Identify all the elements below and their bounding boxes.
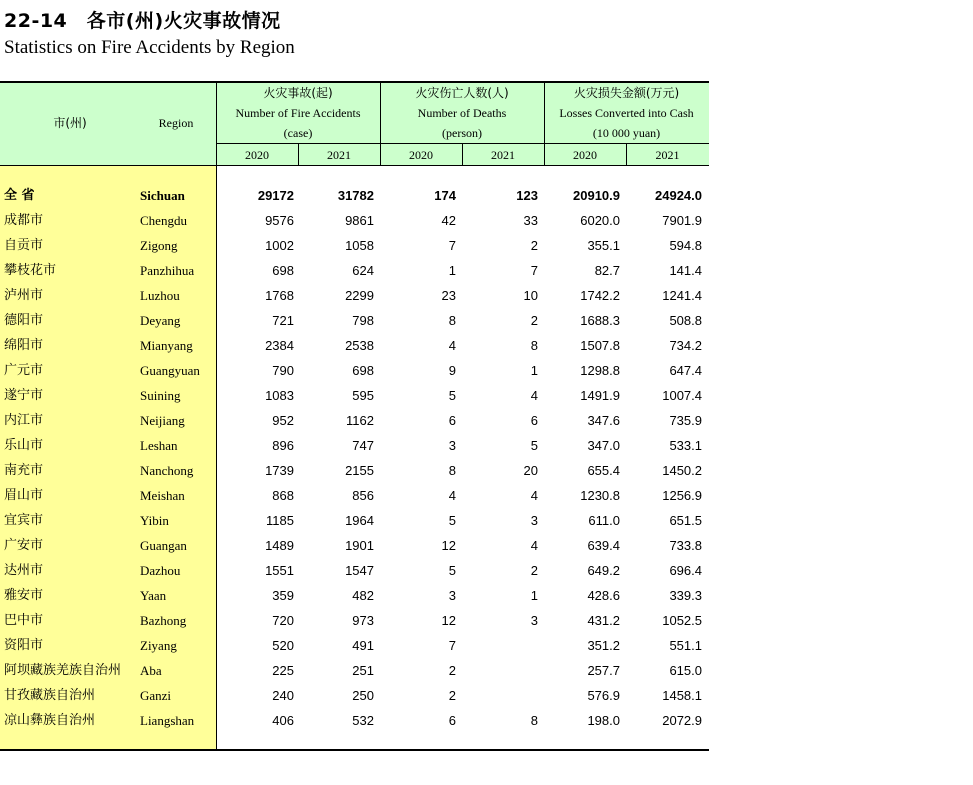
cell-deaths-2021: 6	[530, 413, 538, 428]
table-row	[0, 458, 709, 483]
cell-losses-2020: 431.2	[587, 613, 620, 628]
region-name-cn: 攀枝花市	[4, 263, 57, 278]
cell-deaths-2020: 8	[448, 313, 456, 328]
table-row	[0, 358, 709, 383]
cell-accidents-2020: 29172	[257, 188, 294, 203]
cell-deaths-2020: 42	[441, 213, 456, 228]
cell-deaths-2020: 4	[448, 488, 456, 503]
cell-accidents-2021: 624	[352, 263, 374, 278]
cell-accidents-2021: 9861	[345, 213, 374, 228]
region-name-cn: 内江市	[4, 413, 44, 428]
cell-losses-2021: 735.9	[669, 413, 702, 428]
cell-deaths-2021: 2	[530, 238, 538, 253]
region-name-en: Liangshan	[140, 713, 195, 728]
cell-losses-2020: 20910.9	[573, 188, 620, 203]
cell-accidents-2020: 868	[272, 488, 294, 503]
region-name-cn: 成都市	[4, 213, 44, 228]
cell-losses-2020: 1230.8	[580, 488, 620, 503]
header-year: 2021	[491, 148, 515, 162]
cell-accidents-2021: 532	[352, 713, 374, 728]
header-region-cn: 市(州)	[53, 116, 87, 130]
cell-accidents-2020: 1002	[265, 238, 294, 253]
header-year: 2021	[327, 148, 351, 162]
header-losses-en: Losses Converted into Cash	[559, 106, 694, 120]
region-name-en: Ziyang	[140, 638, 177, 653]
table-bottom-rule	[0, 749, 709, 751]
region-name-cn: 阿坝藏族羌族自治州	[4, 663, 122, 678]
cell-losses-2020: 1298.8	[580, 363, 620, 378]
cell-losses-2021: 651.5	[669, 513, 702, 528]
cell-accidents-2020: 9576	[265, 213, 294, 228]
region-name-en: Suining	[140, 388, 181, 403]
region-name-en: Ganzi	[140, 688, 172, 703]
region-name-cn: 乐山市	[4, 438, 44, 453]
region-name-en: Yaan	[140, 588, 167, 603]
cell-losses-2021: 2072.9	[662, 713, 702, 728]
cell-losses-2020: 428.6	[587, 588, 620, 603]
cell-losses-2021: 551.1	[669, 638, 702, 653]
cell-accidents-2020: 225	[272, 663, 294, 678]
region-name-en: Dazhou	[140, 563, 181, 578]
cell-accidents-2020: 790	[272, 363, 294, 378]
cell-deaths-2021: 1	[530, 363, 538, 378]
table-row	[0, 408, 709, 433]
region-name-cn: 德阳市	[4, 313, 44, 328]
cell-deaths-2020: 3	[448, 438, 456, 453]
header-year: 2020	[573, 148, 597, 162]
header-losses-cn: 火灾损失金额(万元)	[573, 86, 680, 100]
cell-losses-2021: 24924.0	[655, 188, 702, 203]
region-name-en: Yibin	[140, 513, 169, 528]
region-name-cn: 广安市	[4, 538, 44, 553]
cell-accidents-2021: 698	[352, 363, 374, 378]
region-name-en: Bazhong	[140, 613, 187, 628]
header-region-en-text: Region	[158, 116, 194, 130]
region-name-en: Nanchong	[140, 463, 194, 478]
table-row	[0, 658, 709, 683]
region-name-cn: 资阳市	[4, 638, 44, 653]
cell-deaths-2020: 1	[448, 263, 456, 278]
cell-accidents-2021: 491	[352, 638, 374, 653]
header-deaths	[380, 83, 544, 143]
cell-losses-2021: 533.1	[669, 438, 702, 453]
table-row	[0, 608, 709, 633]
region-name-en: Leshan	[140, 438, 178, 453]
cell-losses-2021: 594.8	[669, 238, 702, 253]
cell-deaths-2021: 123	[516, 188, 538, 203]
cell-deaths-2021: 2	[530, 313, 538, 328]
header-deaths-unit: (person)	[442, 126, 482, 140]
cell-accidents-2021: 2155	[345, 463, 374, 478]
cell-accidents-2020: 406	[272, 713, 294, 728]
table-row	[0, 533, 709, 558]
region-name-cn: 广元市	[4, 363, 44, 378]
region-name-en: Guangyuan	[140, 363, 200, 378]
cell-deaths-2021: 33	[523, 213, 538, 228]
cell-deaths-2020: 2	[448, 688, 456, 703]
cell-deaths-2021: 10	[523, 288, 538, 303]
cell-deaths-2021: 4	[530, 388, 538, 403]
header-accidents-en: Number of Fire Accidents	[235, 106, 361, 120]
table-row-total	[0, 183, 709, 208]
cell-deaths-2020: 9	[448, 363, 456, 378]
region-name-cn: 全 省	[4, 188, 35, 203]
header-year: 2020	[245, 148, 269, 162]
cell-losses-2020: 6020.0	[580, 213, 620, 228]
cell-deaths-2020: 7	[448, 238, 456, 253]
cell-accidents-2020: 896	[272, 438, 294, 453]
cell-accidents-2020: 720	[272, 613, 294, 628]
region-name-cn: 遂宁市	[4, 388, 44, 403]
cell-accidents-2020: 359	[272, 588, 294, 603]
cell-deaths-2020: 6	[448, 413, 456, 428]
region-name-cn: 眉山市	[4, 488, 44, 503]
cell-deaths-2021: 8	[530, 338, 538, 353]
region-name-en: Luzhou	[140, 288, 180, 303]
cell-accidents-2020: 1551	[265, 563, 294, 578]
table-row	[0, 683, 709, 708]
cell-deaths-2021: 8	[530, 713, 538, 728]
table-row	[0, 258, 709, 283]
cell-deaths-2020: 3	[448, 588, 456, 603]
cell-accidents-2021: 798	[352, 313, 374, 328]
cell-accidents-2021: 2299	[345, 288, 374, 303]
header-divider	[216, 143, 709, 144]
cell-deaths-2020: 2	[448, 663, 456, 678]
cell-losses-2020: 1688.3	[580, 313, 620, 328]
header-accidents	[216, 83, 380, 143]
cell-accidents-2020: 952	[272, 413, 294, 428]
cell-accidents-2021: 1964	[345, 513, 374, 528]
cell-deaths-2021: 7	[530, 263, 538, 278]
header-region-en	[140, 113, 212, 133]
cell-accidents-2020: 520	[272, 638, 294, 653]
header-accidents-cn: 火灾事故(起)	[263, 86, 333, 100]
table-row	[0, 633, 709, 658]
region-name-cn: 宜宾市	[4, 513, 44, 528]
table-row	[0, 433, 709, 458]
region-name-en: Aba	[140, 663, 162, 678]
cell-accidents-2021: 2538	[345, 338, 374, 353]
cell-deaths-2021: 5	[530, 438, 538, 453]
cell-deaths-2020: 5	[448, 513, 456, 528]
cell-losses-2020: 198.0	[587, 713, 620, 728]
cell-accidents-2021: 1901	[345, 538, 374, 553]
header-year: 2021	[655, 148, 680, 162]
cell-losses-2021: 696.4	[669, 563, 702, 578]
cell-accidents-2020: 240	[272, 688, 294, 703]
cell-accidents-2021: 1058	[345, 238, 374, 253]
cell-accidents-2021: 1162	[346, 413, 374, 428]
cell-accidents-2020: 1083	[265, 388, 294, 403]
region-name-en: Guangan	[140, 538, 187, 553]
cell-accidents-2020: 1185	[266, 513, 294, 528]
table-title-chinese: 22-14 各市(州)火灾事故情况	[4, 10, 281, 32]
cell-losses-2021: 615.0	[669, 663, 702, 678]
cell-losses-2020: 1507.8	[580, 338, 620, 353]
region-name-en: Mianyang	[140, 338, 193, 353]
table-row	[0, 308, 709, 333]
cell-losses-2020: 257.7	[587, 663, 620, 678]
cell-accidents-2021: 747	[352, 438, 374, 453]
header-accidents-unit: (case)	[283, 126, 313, 140]
cell-losses-2020: 351.2	[587, 638, 620, 653]
cell-accidents-2020: 721	[272, 313, 294, 328]
cell-accidents-2020: 2384	[265, 338, 294, 353]
cell-deaths-2020: 4	[448, 338, 456, 353]
cell-losses-2021: 1052.5	[662, 613, 702, 628]
table-row	[0, 708, 709, 733]
cell-deaths-2021: 1	[530, 588, 538, 603]
cell-deaths-2020: 23	[441, 288, 456, 303]
region-name-en: Panzhihua	[140, 263, 195, 278]
cell-deaths-2020: 12	[441, 613, 456, 628]
cell-losses-2021: 339.3	[669, 588, 702, 603]
table-row	[0, 333, 709, 358]
table-row	[0, 383, 709, 408]
cell-deaths-2020: 5	[448, 563, 456, 578]
cell-deaths-2020: 12	[441, 538, 456, 553]
region-name-en: Sichuan	[140, 188, 185, 203]
table-row	[0, 483, 709, 508]
cell-accidents-2021: 1547	[345, 563, 374, 578]
cell-deaths-2020: 5	[448, 388, 456, 403]
cell-losses-2020: 649.2	[587, 563, 620, 578]
header-year: 2020	[409, 148, 433, 162]
region-name-cn: 雅安市	[4, 588, 44, 603]
cell-accidents-2021: 595	[352, 388, 374, 403]
cell-losses-2020: 1491.9	[580, 388, 620, 403]
cell-losses-2021: 1458.1	[662, 688, 702, 703]
cell-losses-2020: 611.0	[588, 513, 620, 528]
cell-losses-2021: 7901.9	[662, 213, 702, 228]
cell-accidents-2021: 482	[352, 588, 374, 603]
region-name-cn: 达州市	[4, 563, 44, 578]
region-name-en: Zigong	[140, 238, 178, 253]
cell-deaths-2021: 4	[530, 488, 538, 503]
cell-losses-2021: 734.2	[669, 338, 702, 353]
cell-deaths-2021: 2	[530, 563, 538, 578]
region-name-cn: 绵阳市	[4, 338, 44, 353]
header-losses	[544, 83, 709, 143]
cell-losses-2020: 82.7	[594, 263, 620, 278]
cell-losses-2020: 347.0	[587, 438, 620, 453]
cell-accidents-2020: 698	[272, 263, 294, 278]
cell-losses-2021: 1007.4	[662, 388, 702, 403]
region-name-en: Neijiang	[140, 413, 185, 428]
cell-losses-2021: 1241.4	[662, 288, 702, 303]
cell-accidents-2020: 1739	[265, 463, 294, 478]
cell-losses-2020: 576.9	[587, 688, 620, 703]
table-title-english: Statistics on Fire Accidents by Region	[4, 37, 295, 58]
header-losses-unit: (10 000 yuan)	[592, 126, 661, 140]
region-name-en: Deyang	[140, 313, 181, 328]
region-name-en: Meishan	[140, 488, 185, 503]
cell-deaths-2020: 6	[448, 713, 456, 728]
cell-losses-2020: 355.1	[587, 238, 620, 253]
table-row	[0, 233, 709, 258]
cell-losses-2020: 655.4	[587, 463, 620, 478]
cell-accidents-2021: 251	[352, 663, 374, 678]
cell-losses-2021: 141.4	[669, 263, 702, 278]
cell-losses-2021: 508.8	[669, 313, 702, 328]
table-row	[0, 208, 709, 233]
cell-losses-2021: 1450.2	[662, 463, 702, 478]
cell-accidents-2020: 1768	[265, 288, 294, 303]
region-name-cn: 南充市	[4, 463, 44, 478]
cell-losses-2021: 1256.9	[662, 488, 702, 503]
cell-deaths-2021: 20	[523, 463, 538, 478]
cell-accidents-2021: 31782	[337, 188, 374, 203]
region-name-cn: 甘孜藏族自治州	[4, 688, 96, 703]
table-row	[0, 283, 709, 308]
table-row	[0, 508, 709, 533]
cell-accidents-2021: 973	[352, 613, 374, 628]
cell-accidents-2020: 1489	[265, 538, 294, 553]
cell-accidents-2021: 856	[352, 488, 374, 503]
cell-deaths-2021: 4	[530, 538, 538, 553]
region-name-cn: 泸州市	[4, 288, 44, 303]
cell-deaths-2020: 7	[448, 638, 456, 653]
header-deaths-cn: 火灾伤亡人数(人)	[415, 86, 509, 100]
region-name-cn: 巴中市	[4, 613, 44, 628]
region-name-cn: 自贡市	[4, 238, 44, 253]
region-name-en: Chengdu	[140, 213, 187, 228]
cell-deaths-2021: 3	[530, 513, 538, 528]
cell-losses-2020: 347.6	[587, 413, 620, 428]
table-row	[0, 583, 709, 608]
header-deaths-en: Number of Deaths	[417, 106, 507, 120]
header-bottom-rule	[0, 165, 709, 166]
region-name-cn: 凉山彝族自治州	[4, 713, 96, 728]
cell-losses-2020: 1742.2	[580, 288, 620, 303]
cell-losses-2021: 733.8	[669, 538, 702, 553]
cell-deaths-2020: 8	[448, 463, 456, 478]
cell-losses-2021: 647.4	[669, 363, 702, 378]
cell-deaths-2021: 3	[530, 613, 538, 628]
cell-accidents-2021: 250	[352, 688, 374, 703]
cell-deaths-2020: 174	[434, 188, 456, 203]
cell-losses-2020: 639.4	[587, 538, 620, 553]
table-row	[0, 558, 709, 583]
